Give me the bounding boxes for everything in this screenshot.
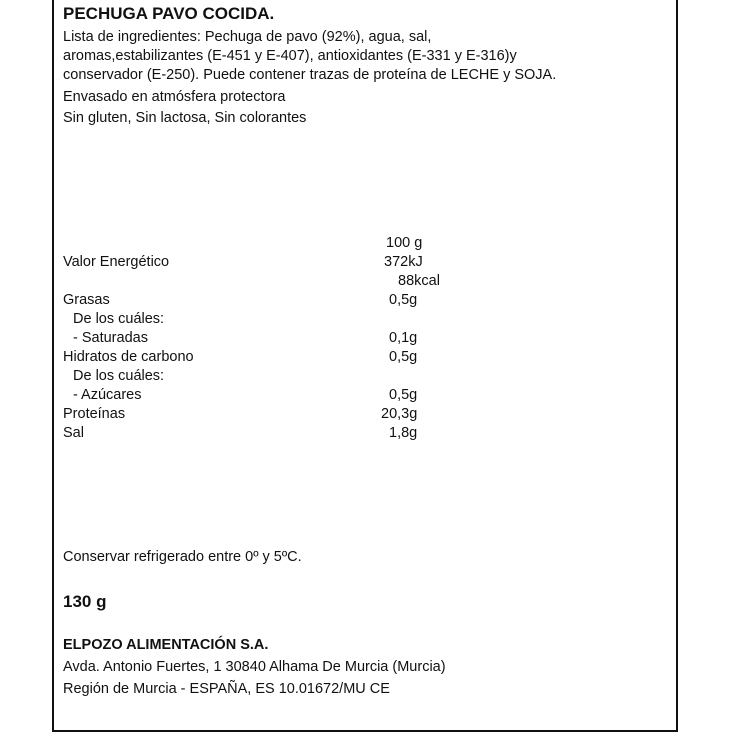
nutrition-row-value: 20,3g	[381, 406, 418, 422]
nutrition-row-value: 0,1g	[389, 330, 418, 346]
nutrition-row-value: 0,5g	[389, 292, 418, 308]
ingredients-line-1: Lista de ingredientes: Pechuga de pavo (92%), agua, sal,	[63, 29, 432, 45]
manufacturer-address: Avda. Antonio Fuertes, 1 30840 Alhama De Murcia (Murcia)	[63, 659, 446, 675]
product-title: PECHUGA PAVO COCIDA.	[63, 4, 275, 23]
nutrition-row-label: - Saturadas	[73, 330, 148, 346]
ingredients-line-2: aromas,estabilizantes (E-451 y E-407), antioxidantes (E-331 y E-316)y	[63, 48, 517, 64]
claims-text: Sin gluten, Sin lactosa, Sin colorantes	[63, 110, 307, 126]
nutrition-per-label: 100 g	[386, 235, 423, 251]
nutrition-row-label: - Azúcares	[73, 387, 142, 403]
nutrition-row-value: 0,5g	[389, 349, 418, 365]
nutrition-row-value: 0,5g	[389, 387, 418, 403]
nutrition-row-label: De los cuáles:	[73, 368, 165, 384]
nutrition-row-label: Hidratos de carbono	[63, 349, 194, 365]
manufacturer-name: ELPOZO ALIMENTACIÓN S.A.	[63, 637, 269, 653]
net-weight: 130 g	[63, 592, 107, 611]
nutrition-row-label: Proteínas	[63, 406, 126, 422]
storage-text: Conservar refrigerado entre 0º y 5ºC.	[63, 549, 302, 565]
packaging-text: Envasado en atmósfera protectora	[63, 89, 286, 105]
nutrition-row-label: Valor Energético	[63, 254, 170, 270]
nutrition-row-value: 1,8g	[389, 425, 418, 441]
nutrition-row-label: De los cuáles:	[73, 311, 165, 327]
manufacturer-region: Región de Murcia - ESPAÑA, ES 10.01672/MU CE	[63, 681, 390, 697]
ingredients-line-3: conservador (E-250). Puede contener trazas de proteína de LECHE y SOJA.	[63, 67, 557, 83]
nutrition-row-value: 88kcal	[398, 273, 440, 289]
nutrition-row-label: Grasas	[63, 292, 110, 308]
nutrition-row-value: 372kJ	[384, 254, 423, 270]
nutrition-row-label: Sal	[63, 425, 84, 441]
